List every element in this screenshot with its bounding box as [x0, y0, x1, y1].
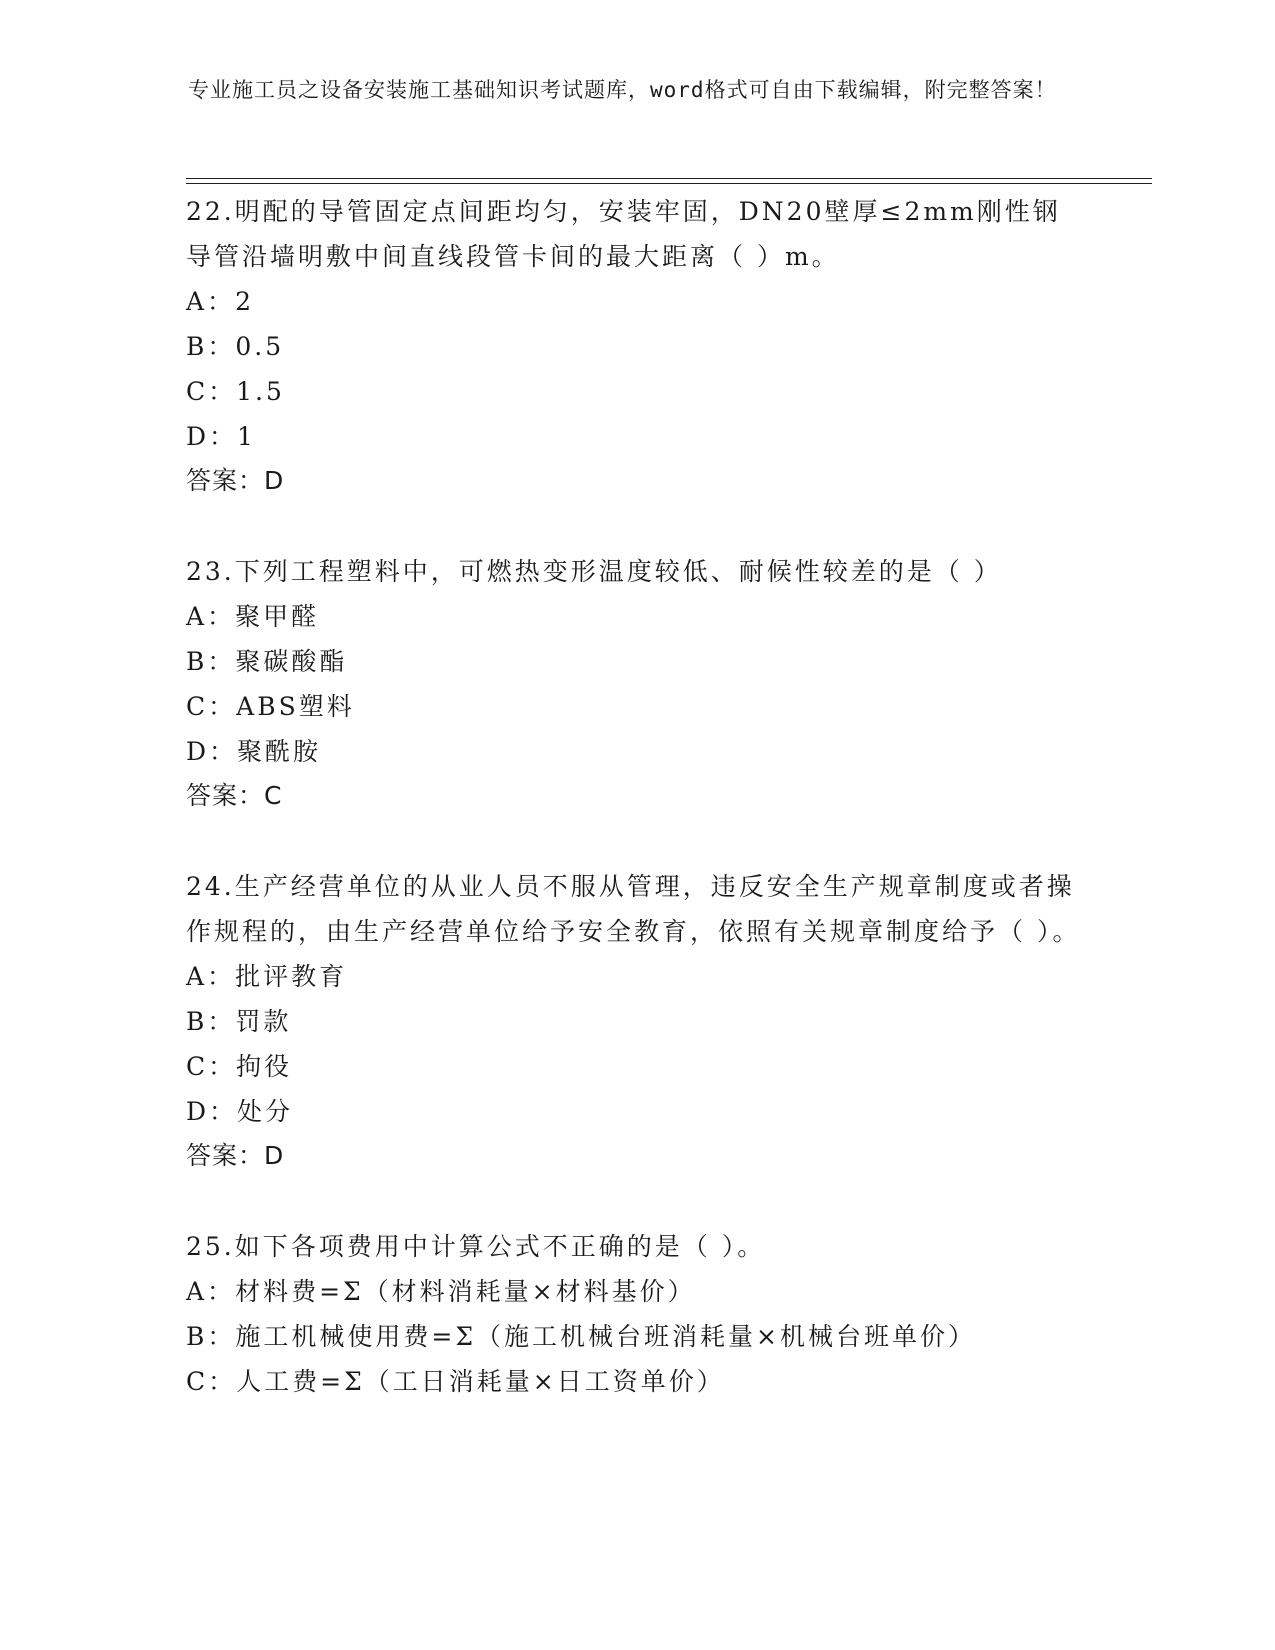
- header-divider-line-secondary: [186, 183, 1152, 184]
- option-letter: B：: [186, 647, 236, 676]
- option-b: [186, 1314, 1086, 1359]
- option-text: 施工机械使用费=Σ（施工机械台班消耗量×机械台班单价）: [235, 1322, 976, 1351]
- option-a: [186, 279, 1086, 324]
- option-b: [186, 324, 1086, 369]
- option-text: ABS塑料: [236, 692, 355, 721]
- option-text: 1.5: [236, 377, 285, 406]
- question-text: 25.如下各项费用中计算公式不正确的是（ ）。: [186, 1232, 766, 1261]
- answer-line: 答案：D: [186, 466, 285, 495]
- option-c: [186, 369, 1086, 414]
- option-letter: A：: [186, 602, 236, 631]
- option-d: [186, 414, 1086, 459]
- option-letter: A：: [186, 287, 236, 316]
- option-text: 2: [235, 287, 254, 316]
- option-letter: C：: [186, 1052, 237, 1081]
- question-list: [186, 186, 1086, 1404]
- question-text: 22.明配的导管固定点间距均匀，安装牢固，DN20壁厚≤2mm刚性钢导管沿墙明敷中间直线段管卡间的最大距离（ ）m。: [186, 197, 1061, 271]
- option-c: [186, 1044, 1086, 1089]
- option-text: 1: [237, 422, 256, 451]
- question-22: [186, 186, 1086, 503]
- option-b: [186, 999, 1086, 1044]
- question-text: 23.下列工程塑料中，可燃热变形温度较低、耐候性较差的是（ ）: [186, 557, 1002, 586]
- question-25: [186, 1221, 1086, 1404]
- option-text: 罚款: [235, 1007, 292, 1036]
- option-letter: D：: [186, 422, 238, 451]
- answer-line: 答案：D: [186, 1141, 285, 1170]
- option-text: 聚碳酸酯: [235, 647, 348, 676]
- option-letter: C：: [186, 1367, 237, 1396]
- option-text: 聚甲醛: [235, 602, 320, 631]
- question-24: [186, 861, 1086, 1178]
- option-letter: C：: [186, 377, 237, 406]
- option-letter: C：: [186, 692, 237, 721]
- option-letter: B：: [186, 332, 236, 361]
- answer-line: 答案：C: [186, 781, 283, 810]
- option-text: 批评教育: [235, 962, 348, 991]
- option-c: [186, 1359, 1086, 1404]
- option-text: 聚酰胺: [237, 737, 322, 766]
- question-text: 24.生产经营单位的从业人员不服从管理，违反安全生产规章制度或者操作规程的，由生产经营单位给予安全教育，依照有关规章制度给予（ ）。: [186, 872, 1081, 946]
- option-b: [186, 639, 1086, 684]
- option-d: [186, 1089, 1086, 1134]
- option-letter: A：: [186, 962, 236, 991]
- option-text: 0.5: [235, 332, 285, 361]
- option-letter: D：: [186, 737, 238, 766]
- document-header: 专业施工员之设备安装施工基础知识考试题库，word格式可自由下载编辑，附完整答案！: [188, 78, 1057, 102]
- option-a: [186, 1269, 1086, 1314]
- option-letter: D：: [186, 1097, 238, 1126]
- option-text: 处分: [237, 1097, 294, 1126]
- option-letter: B：: [186, 1322, 236, 1351]
- option-text: 材料费=Σ（材料消耗量×材料基价）: [235, 1277, 696, 1306]
- option-a: [186, 954, 1086, 999]
- header-divider-line: [186, 178, 1152, 179]
- option-letter: B：: [186, 1007, 236, 1036]
- option-text: 人工费=Σ（工日消耗量×日工资单价）: [236, 1367, 725, 1396]
- question-23: [186, 546, 1086, 818]
- option-letter: A：: [186, 1277, 236, 1306]
- option-c: [186, 684, 1086, 729]
- option-text: 拘役: [236, 1052, 293, 1081]
- option-d: [186, 729, 1086, 774]
- option-a: [186, 594, 1086, 639]
